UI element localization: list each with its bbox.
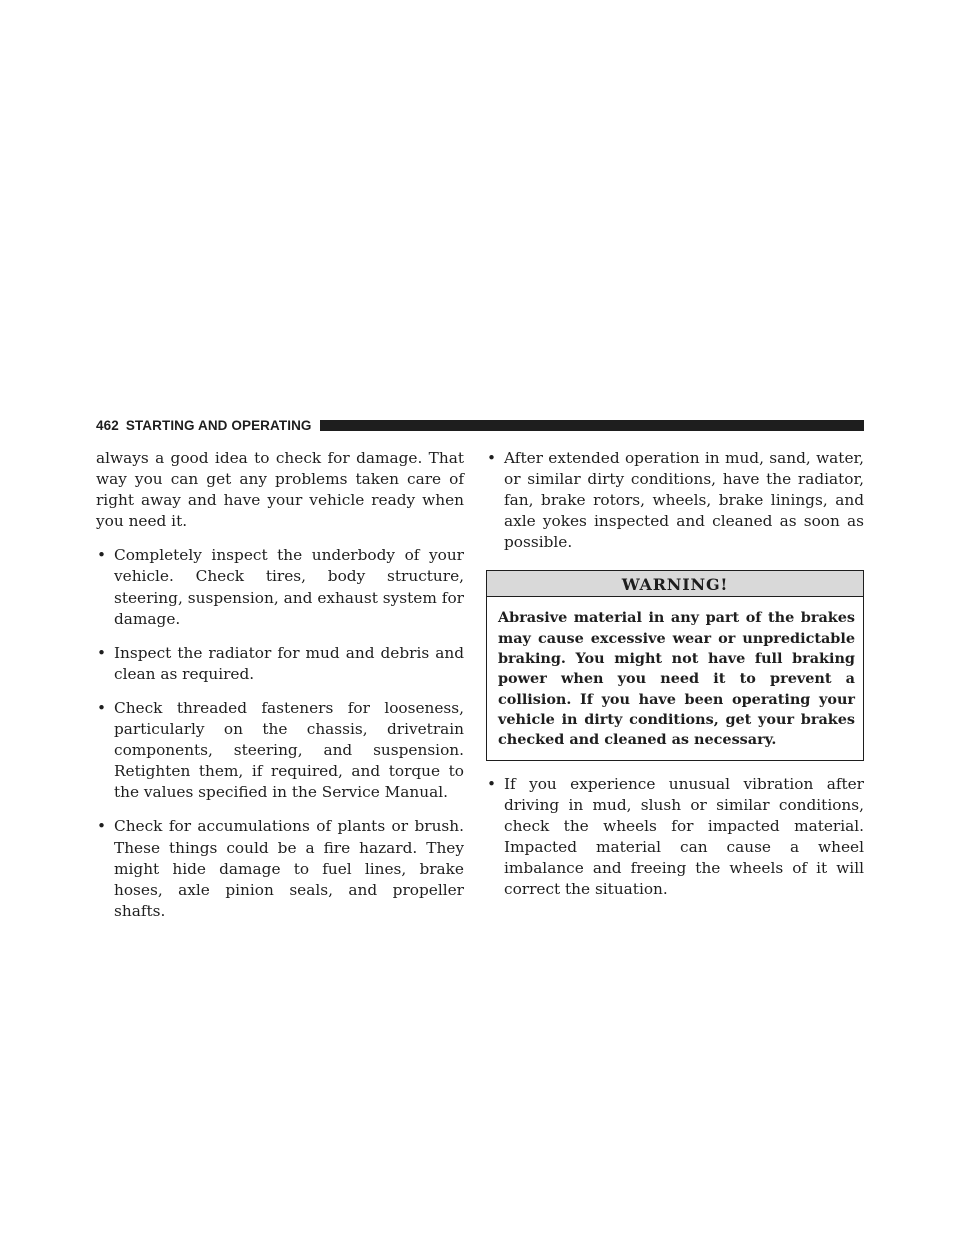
- bullet-icon: •: [97, 643, 107, 662]
- bullet-icon: •: [487, 449, 497, 467]
- left-column: [96, 448, 464, 935]
- list-item: [486, 774, 864, 901]
- bullet-icon: •: [97, 698, 107, 717]
- list-item-text: Completely inspect the underbody of your vehicle. Check tires, body structure, steering, suspension, and exhaust system for damage.: [114, 546, 464, 628]
- page-number: 462: [96, 417, 119, 433]
- warning-title: WARNING!: [487, 571, 863, 597]
- warning-box: [486, 570, 864, 760]
- right-column: [486, 448, 864, 913]
- header-rule: [320, 420, 864, 431]
- header-text: [96, 418, 320, 433]
- bullet-icon: •: [97, 546, 107, 565]
- list-item-text: Check for accumulations of plants or brush. These things could be a fire hazard. They might hide damage to fuel lines, brake hoses, axle pinion seals, and propeller shafts.: [114, 817, 464, 920]
- warning-body: Abrasive material in any part of the brakes may cause excessive wear or unpredictable braking. You might not have full braking power when you need it to prevent a collision. If you have been operating your vehicle in dirty conditions, get your brakes checked and cleaned as necessary.: [498, 609, 855, 749]
- list-item-text: After extended operation in mud, sand, water, or similar dirty conditions, have the radiator, fan, brake rotors, wheels, brake linings, and axle yokes inspected and cleaned as soon as possible.: [504, 449, 864, 552]
- intro-paragraph: always a good idea to check for damage. That way you can get any problems taken care of right away and have your vehicle ready when you need it.: [96, 449, 464, 531]
- list-item-text: If you experience unusual vibration after driving in mud, slush or similar conditions, check the wheels for impacted material. Impacted material can cause a wheel imbalance and freeing the wheels of it will correct the situation.: [504, 774, 864, 899]
- list-item-text: Check threaded fasteners for looseness, particularly on the chassis, drivetrain components, steering, and suspension. Retighten them, if required, and torque to the values specified in the Service Manual.: [114, 698, 464, 802]
- section-title: STARTING AND OPERATING: [125, 417, 312, 433]
- list-item: [96, 816, 464, 921]
- page-header: [96, 418, 864, 432]
- list-item: [96, 698, 464, 803]
- list-item: [96, 545, 464, 629]
- list-item: [486, 448, 864, 553]
- list-item-text: Inspect the radiator for mud and debris and clean as required.: [114, 643, 464, 683]
- bullet-icon: •: [487, 774, 497, 793]
- list-item: [96, 643, 464, 685]
- bullet-icon: •: [97, 817, 107, 836]
